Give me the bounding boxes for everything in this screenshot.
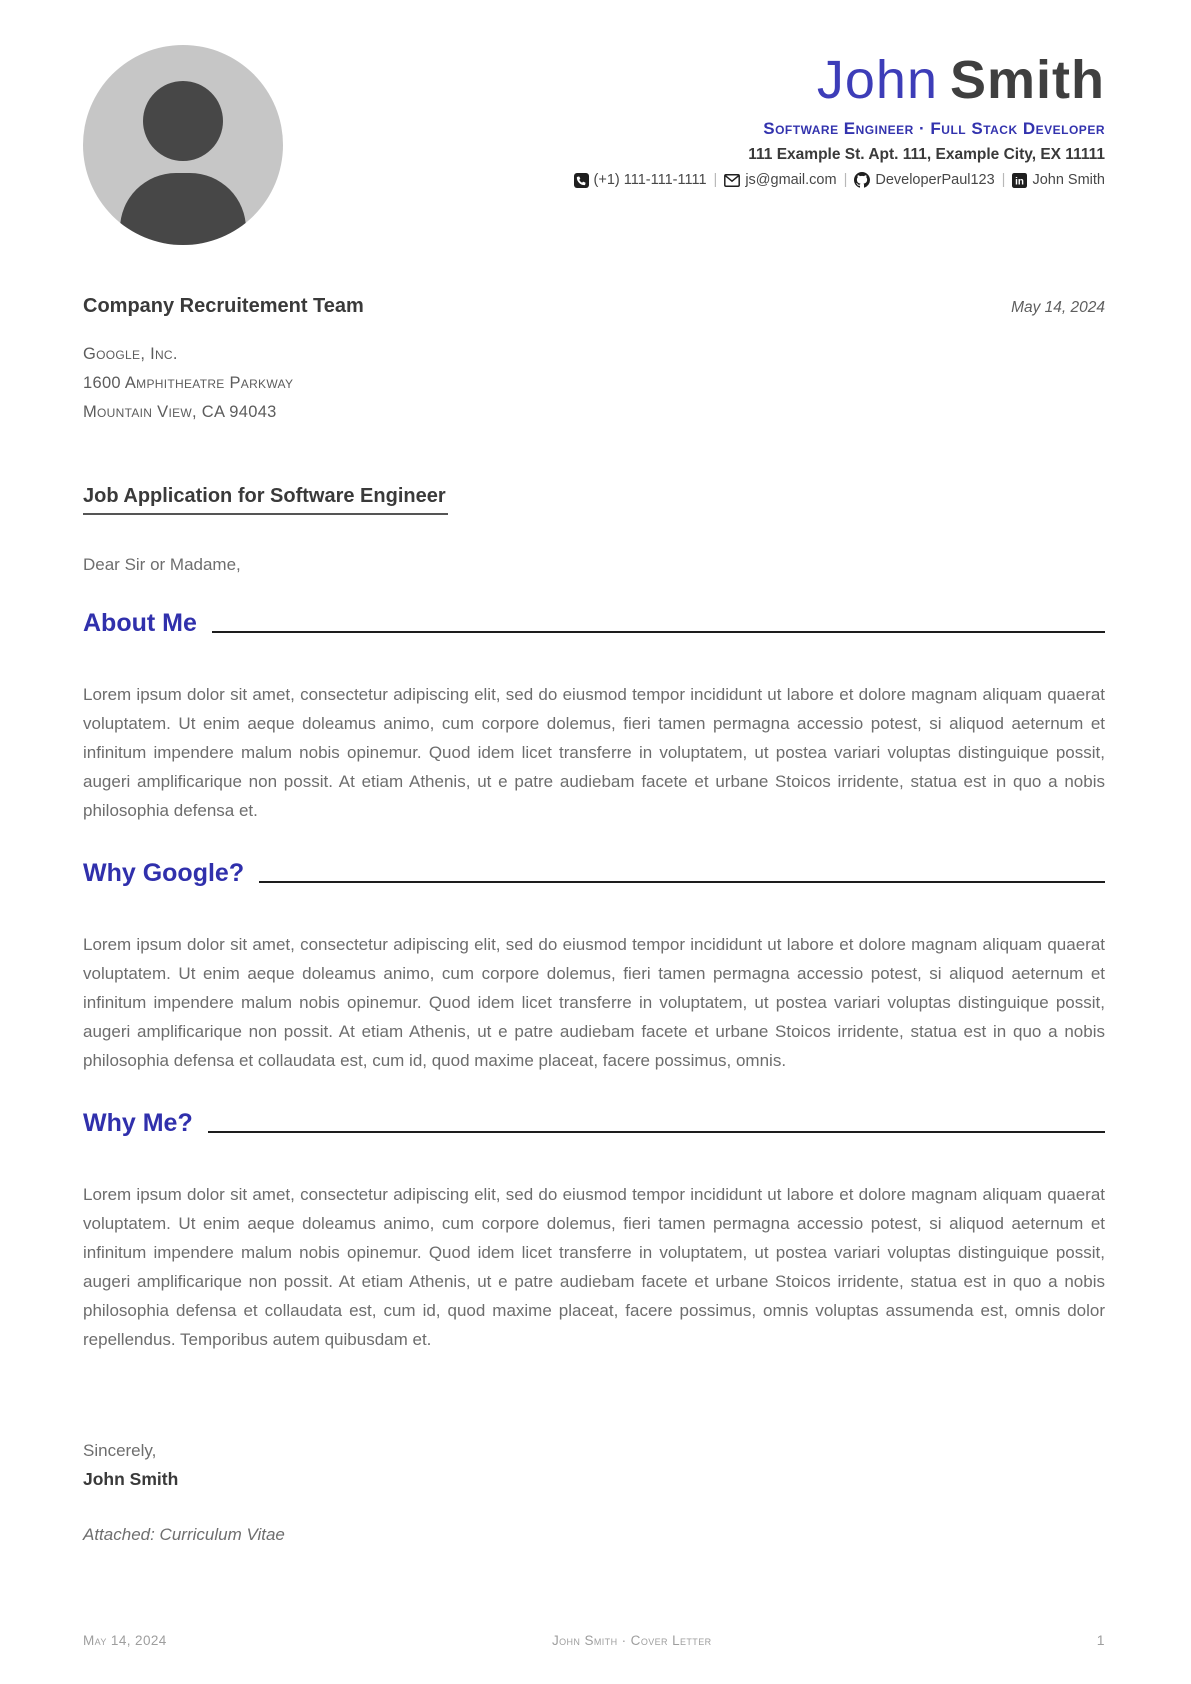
letter-date: May 14, 2024 bbox=[1011, 299, 1105, 316]
subject-wrap bbox=[83, 485, 1105, 515]
section-header bbox=[83, 1108, 1105, 1138]
profile-photo-placeholder bbox=[83, 45, 283, 245]
identity-block bbox=[283, 45, 1105, 188]
phone-icon bbox=[574, 173, 589, 188]
first-name: John bbox=[816, 50, 938, 110]
recipient-name: Company Recruitement Team bbox=[83, 295, 364, 317]
recipient-address-line: 1600 Amphitheatre Parkway bbox=[83, 374, 294, 392]
linkedin-name: John Smith bbox=[1032, 172, 1105, 188]
contact-line bbox=[283, 172, 1105, 188]
contact-separator: | bbox=[713, 172, 718, 188]
section-why-google bbox=[83, 858, 1105, 1075]
svg-text:in: in bbox=[1015, 175, 1025, 187]
recipient-address-line: Google, Inc. bbox=[83, 345, 178, 363]
envelope-icon bbox=[724, 174, 740, 187]
full-name bbox=[283, 50, 1105, 110]
recipient-address bbox=[83, 340, 1105, 427]
section-title: Why Google? bbox=[83, 859, 245, 887]
email-link[interactable] bbox=[724, 172, 836, 188]
section-body: Lorem ipsum dolor sit amet, consectetur adipiscing elit, sed do eiusmod tempor incididunt ut labore et dolore magnam aliquam quaerat voluptatem. Ut enim aeque doleamus animo, cum corpore dolemus, fieri tamen permagna accessio potest, si aliquod aeternum et infinitum impendere malum nobis opinemur. Quod idem licet transferre in voluptatem, ut postea variari voluptas distinguique possit, augeri amplificarique non possit. At etiam Athenis, ut e patre audiebam facete et urbane Stoicos irridente, statua est in quo a nobis philosophia defensa et collaudata est, cum id, quod maxime placeat, facere possimus, omnis. bbox=[83, 935, 1105, 1070]
phone-number: (+1) 111-111-1111 bbox=[593, 172, 707, 188]
section-rule bbox=[212, 631, 1105, 633]
footer-page-number: 1 bbox=[1096, 1632, 1105, 1648]
section-rule bbox=[259, 881, 1105, 883]
github-username: DeveloperPaul123 bbox=[875, 172, 995, 188]
letter-header bbox=[83, 45, 1105, 245]
job-tagline: Software Engineer · Full Stack Developer bbox=[763, 119, 1105, 138]
section-why-me bbox=[83, 1108, 1105, 1354]
attachment-note: Attached: Curriculum Vitae bbox=[83, 1525, 285, 1544]
github-icon bbox=[854, 172, 870, 188]
contact-separator: | bbox=[843, 172, 848, 188]
avatar-body-shape bbox=[120, 173, 246, 245]
recipient-row bbox=[83, 295, 1105, 318]
linkedin-link[interactable] bbox=[1012, 172, 1105, 188]
contact-separator: | bbox=[1001, 172, 1006, 188]
footer-date: May 14, 2024 bbox=[83, 1633, 167, 1648]
letter-subject: Job Application for Software Engineer bbox=[83, 485, 448, 515]
section-title: About Me bbox=[83, 609, 197, 637]
letter-opening: Dear Sir or Madame, bbox=[83, 555, 241, 574]
footer-title: John Smith · Cover Letter bbox=[551, 1633, 712, 1648]
closing-salutation: Sincerely, bbox=[83, 1441, 157, 1460]
section-body: Lorem ipsum dolor sit amet, consectetur adipiscing elit, sed do eiusmod tempor incididunt ut labore et dolore magnam aliquam quaerat voluptatem. Ut enim aeque doleamus animo, cum corpore dolemus, fieri tamen permagna accessio potest, si aliquod aeternum et infinitum impendere malum nobis opinemur. Quod idem licet transferre in voluptatem, ut postea variari voluptas distinguique possit, augeri amplificarique non possit. At etiam Athenis, ut e patre audiebam facete et urbane Stoicos irridente, statua est in quo a nobis philosophia defensa et. bbox=[83, 685, 1105, 820]
section-body: Lorem ipsum dolor sit amet, consectetur adipiscing elit, sed do eiusmod tempor incididunt ut labore et dolore magnam aliquam quaerat voluptatem. Ut enim aeque doleamus animo, cum corpore dolemus, fieri tamen permagna accessio potest, si aliquod aeternum et infinitum impendere malum nobis opinemur. Quod idem licet transferre in voluptatem, ut postea variari voluptas distinguique possit, augeri amplificarique non possit. At etiam Athenis, ut e patre audiebam facete et urbane Stoicos irridente, statua est in quo a nobis philosophia defensa et collaudata est, cum id, quod maxime placeat, facere possimus, omnis voluptas assumenda est, omnis dolor repellendus. Temporibus autem quibusdam et. bbox=[83, 1185, 1105, 1349]
section-rule bbox=[208, 1131, 1105, 1133]
section-title: Why Me? bbox=[83, 1109, 193, 1137]
closing-signature-name: John Smith bbox=[83, 1469, 179, 1489]
section-about-me bbox=[83, 608, 1105, 825]
last-name: Smith bbox=[949, 50, 1105, 110]
street-address: 111 Example St. Apt. 111, Example City, EX 11111 bbox=[748, 146, 1105, 163]
section-header bbox=[83, 858, 1105, 888]
page-footer bbox=[83, 1632, 1105, 1648]
linkedin-icon bbox=[1012, 173, 1027, 188]
phone-link[interactable] bbox=[574, 172, 707, 188]
recipient-address-line: Mountain View, CA 94043 bbox=[83, 403, 277, 421]
section-header bbox=[83, 608, 1105, 638]
avatar-head-shape bbox=[143, 81, 223, 161]
github-link[interactable] bbox=[854, 172, 994, 188]
closing-block bbox=[83, 1436, 1105, 1494]
email-address: js@gmail.com bbox=[745, 172, 837, 188]
